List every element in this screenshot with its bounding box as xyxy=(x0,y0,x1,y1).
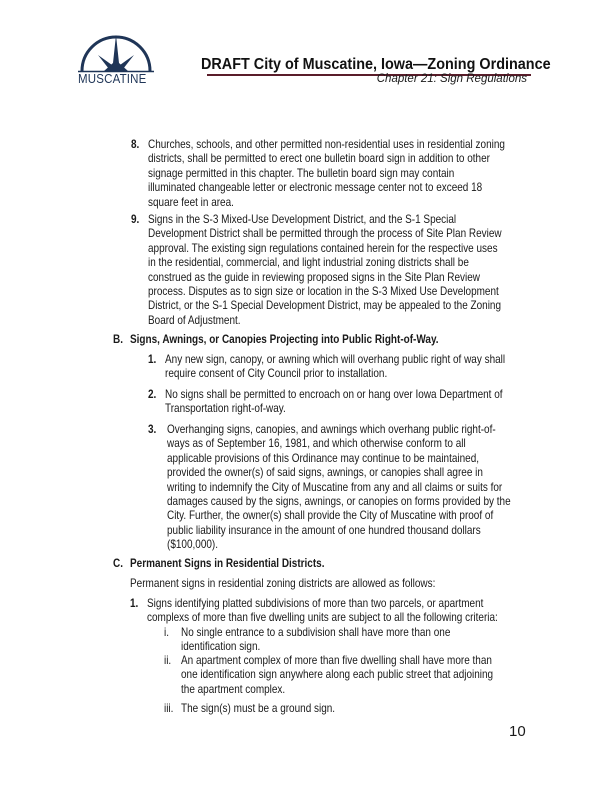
paragraph-line: in the residential, commercial, and light industrial zoning districts shall be xyxy=(148,256,469,270)
logo-text: MUSCATINE xyxy=(78,72,147,86)
paragraph-line: Churches, schools, and other permitted non-residential uses in residential zoning xyxy=(148,138,505,151)
list-marker: iii. xyxy=(164,702,174,715)
paragraph-line: complexs of more than five dwelling units are subject to all the following criteria: xyxy=(147,611,498,625)
paragraph-line: Any new sign, canopy, or awning which will overhang public right of way shall xyxy=(165,353,506,366)
paragraph-line: The sign(s) must be a ground sign. xyxy=(181,702,336,715)
paragraph-line: public liability insurance in the amount of one hundred thousand dollars xyxy=(167,523,481,537)
paragraph-line: applicable provisions of this Ordinance may continue to be maintained, xyxy=(167,451,480,465)
list-marker: 1. xyxy=(130,597,139,610)
paragraph-line: illuminated changeable letter or electronic message center not to exceed 18 xyxy=(148,181,483,195)
paragraph-line: the apartment complex. xyxy=(181,682,286,696)
paragraph-line: Board of Adjustment. xyxy=(148,313,241,327)
paragraph-line: No single entrance to a subdivision shall have more than one xyxy=(181,626,451,639)
paragraph-line: Development District shall be permitted through the process of Site Plan Review xyxy=(148,227,502,241)
list-marker: B. xyxy=(113,333,123,346)
paragraph-line: An apartment complex of more than five dwelling shall have more than xyxy=(181,654,492,667)
paragraph-line: signage permitted in this chapter. The bulletin board sign may contain xyxy=(148,166,455,180)
page-number: 10 xyxy=(509,723,526,740)
paragraph-line: ways as of September 16, 1981, and which otherwise conform to all xyxy=(167,437,466,451)
section-heading: Signs, Awnings, or Canopies Projecting into Public Right-of-Way. xyxy=(130,333,439,346)
paragraph-line: construed as the guide in reviewing proposed signs in the Site Plan Review xyxy=(148,270,481,284)
paragraph-line: Overhanging signs, canopies, and awnings which overhang public right-of- xyxy=(167,423,496,436)
paragraph-line: District, or the S-1 Special Development District, may be appealed to the Zoning xyxy=(148,299,502,313)
paragraph-line: Signs identifying platted subdivisions of more than two parcels, or apartment xyxy=(147,597,484,610)
list-marker: 2. xyxy=(148,388,157,401)
list-marker: ii. xyxy=(164,654,172,667)
paragraph-line: Signs in the S-3 Mixed-Use Development District, and the S-1 Special xyxy=(148,213,457,226)
paragraph-line: City. Further, the owner(s) shall provide the City of Muscatine with proof of xyxy=(167,509,494,523)
paragraph-line: Permanent signs in residential zoning districts are allowed as follows: xyxy=(130,577,436,590)
paragraph-line: provided the owner(s) of said signs, awnings, or canopies shall agree in xyxy=(167,466,483,480)
paragraph-line: damages caused by the signs, awnings, or canopies on forms provided by the xyxy=(167,495,511,508)
paragraph-line: writing to indemnify the City of Muscatine from any and all claims or suits for xyxy=(167,480,503,494)
list-marker: 9. xyxy=(131,213,140,226)
paragraph-line: approval. The existing sign regulations contained herein for the respective uses xyxy=(148,241,498,255)
paragraph-line: districts, shall be permitted to erect one bulletin board sign in addition to other xyxy=(148,152,490,166)
paragraph-line: one identification sign anywhere along each public street that adjoining xyxy=(181,668,494,682)
list-marker: 8. xyxy=(131,138,140,151)
paragraph-line: ($100,000). xyxy=(167,538,219,552)
section-heading: Permanent Signs in Residential Districts. xyxy=(130,557,325,570)
document-title: DRAFT City of Muscatine, Iowa—Zoning Ordinance xyxy=(201,56,551,73)
list-marker: 3. xyxy=(148,423,157,436)
paragraph-line: process. Disputes as to sign size or location in the S-3 Mixed Use Development xyxy=(148,285,499,298)
list-marker: C. xyxy=(113,557,123,570)
paragraph-line: square feet in area. xyxy=(148,195,234,209)
chapter-subtitle: Chapter 21: Sign Regulations xyxy=(376,73,527,85)
list-marker: i. xyxy=(164,626,169,639)
paragraph-line: require consent of City Council prior to installation. xyxy=(165,367,388,381)
paragraph-line: No signs shall be permitted to encroach on or hang over Iowa Department of xyxy=(165,388,503,401)
paragraph-line: Transportation right-of-way. xyxy=(165,402,286,416)
paragraph-line: identification sign. xyxy=(181,640,261,654)
list-marker: 1. xyxy=(148,353,157,366)
